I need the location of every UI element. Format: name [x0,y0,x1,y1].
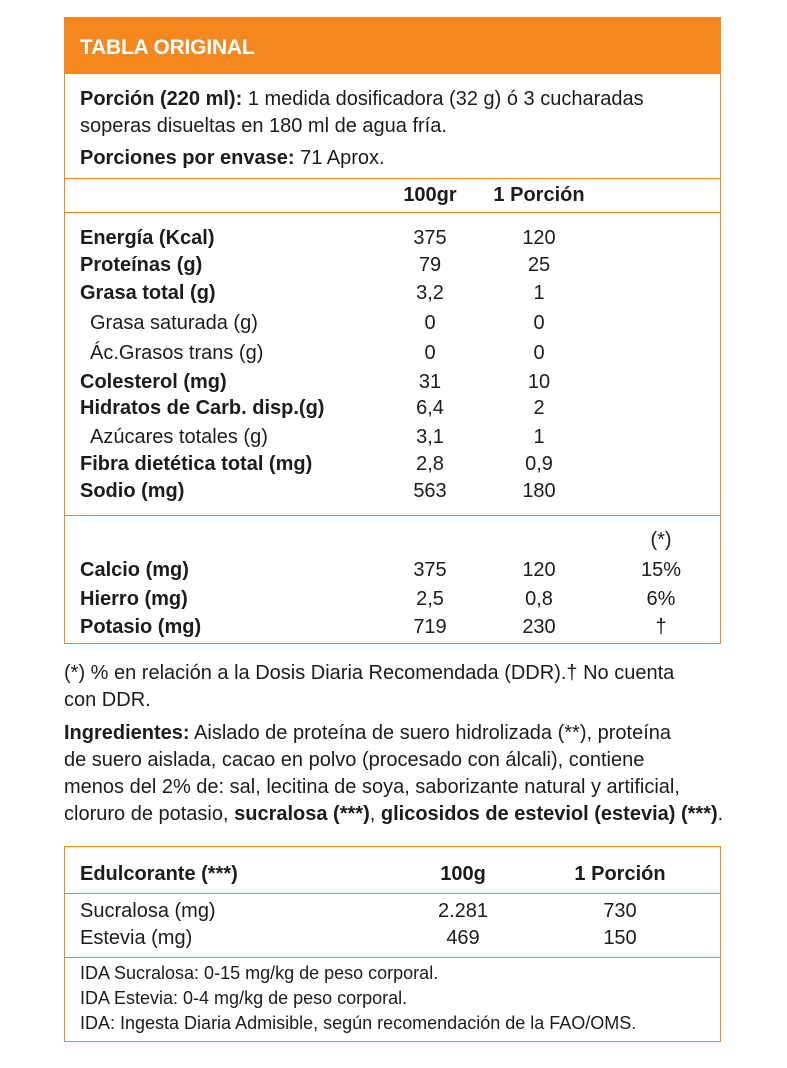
sweetener-header-name: Edulcorante (***) [80,863,238,885]
nutrient-value-100: 79 [418,254,442,276]
ddr-header: (*) [650,529,672,551]
nutrient-value-portion: 2 [533,397,545,419]
nutrient-value-100: 31 [418,371,442,393]
col-header-portion: 1 Porción [493,184,585,206]
footnote-line-2: con DDR. [64,689,151,711]
sweetener-value-100: 469 [446,927,480,949]
nutrient-value-portion: 25 [527,254,551,276]
nutrient-value-100: 0 [424,312,436,334]
sweetener-table [64,846,721,1042]
mineral-value-portion: 0,8 [525,588,553,610]
mineral-value-100: 375 [413,559,447,581]
servings-value: 71 Aprox. [300,147,385,169]
mineral-value-100: 2,5 [416,588,444,610]
nutrient-name: Colesterol (mg) [80,371,227,393]
nutrient-value-100: 563 [413,480,447,502]
ingredient-separator: , [369,803,381,825]
divider [65,893,720,894]
mineral-ddr: † [655,616,667,638]
divider [65,212,720,213]
portion-line-1 [80,86,644,113]
mineral-value-portion: 120 [522,559,556,581]
notes-block [64,660,724,828]
nutrition-facts-table [64,17,721,644]
nutrient-value-100: 3,1 [416,426,444,448]
mineral-value-portion: 230 [522,616,556,638]
nutrient-name: Azúcares totales (g) [90,426,268,448]
nutrient-value-portion: 1 [533,426,545,448]
nutrient-value-100: 0 [424,342,436,364]
table-title: TABLA ORIGINAL [80,36,255,59]
ingredient-stevia: glicosidos de esteviol (estevia) (***) [380,803,718,825]
table-header [65,18,720,74]
nutrient-value-100: 6,4 [416,397,444,419]
sweetener-value-portion: 730 [603,900,637,922]
mineral-name: Calcio (mg) [80,559,189,581]
mineral-name: Potasio (mg) [80,616,202,638]
mineral-value-100: 719 [413,616,447,638]
ingredient-sucralose: sucralosa (***) [234,803,370,825]
ida-note: IDA Sucralosa: 0-15 mg/kg de peso corporal. [80,963,439,983]
servings-line [80,145,385,172]
ingredients-line-1: Aislado de proteína de suero hidrolizada (**), proteína [194,722,671,744]
nutrient-value-100: 3,2 [416,282,444,304]
ingredients-line-4: cloruro de potasio, [64,803,235,825]
ingredients-line-2: de suero aislada, cacao en polvo (procesado con álcali), contiene [64,749,645,771]
nutrient-name: Grasa total (g) [80,282,216,304]
nutrient-name: Energía (Kcal) [80,227,215,249]
sweetener-value-100: 2.281 [437,900,489,922]
divider [65,178,720,179]
ingredients-paragraph [64,720,724,828]
servings-label: Porciones por envase: [80,147,295,169]
sweetener-value-portion: 150 [603,927,637,949]
portion-label: Porción (220 ml): [80,88,243,110]
portion-value-2: soperas disueltas en 180 ml de agua fría. [80,115,447,137]
nutrient-name: Grasa saturada (g) [90,312,258,334]
nutrient-value-portion: 0,9 [525,453,553,475]
mineral-ddr: 15% [640,559,682,581]
nutrient-value-100: 2,8 [416,453,444,475]
nutrient-value-portion: 180 [522,480,556,502]
nutrient-value-portion: 120 [522,227,556,249]
sweetener-name: Estevia (mg) [80,927,193,949]
nutrient-name: Hidratos de Carb. disp.(g) [80,397,325,419]
ida-note: IDA Estevia: 0-4 mg/kg de peso corporal. [80,988,408,1008]
nutrient-value-100: 375 [413,227,447,249]
ingredients-line-3: menos del 2% de: sal, lecitina de soya, saborizante natural y artificial, [64,776,680,798]
nutrient-value-portion: 0 [533,312,545,334]
sweetener-header-portion: 1 Porción [574,863,666,885]
ida-note: IDA: Ingesta Diaria Admisible, según recomendación de la FAO/OMS. [80,1013,637,1033]
nutrient-value-portion: 1 [533,282,545,304]
nutrient-name: Proteínas (g) [80,254,203,276]
col-header-100: 100gr [403,184,457,206]
nutrient-value-portion: 0 [533,342,545,364]
mineral-name: Hierro (mg) [80,588,188,610]
ingredients-label: Ingredientes: [64,722,190,744]
nutrient-value-portion: 10 [527,371,551,393]
nutrient-name: Ác.Grasos trans (g) [90,342,264,364]
ingredient-end: . [717,803,724,825]
nutrient-name: Sodio (mg) [80,480,185,502]
nutrient-name: Fibra dietética total (mg) [80,453,313,475]
ddr-footnote [64,660,724,714]
portion-value-1: 1 medida dosificadora (32 g) ó 3 cucharadas [247,88,644,110]
mineral-ddr: 6% [646,588,676,610]
divider [65,515,720,516]
sweetener-header-100: 100g [440,863,486,885]
footnote-line-1: (*) % en relación a la Dosis Diaria Recomendada (DDR).† No cuenta [64,662,675,684]
divider [65,957,720,958]
sweetener-name: Sucralosa (mg) [80,900,216,922]
